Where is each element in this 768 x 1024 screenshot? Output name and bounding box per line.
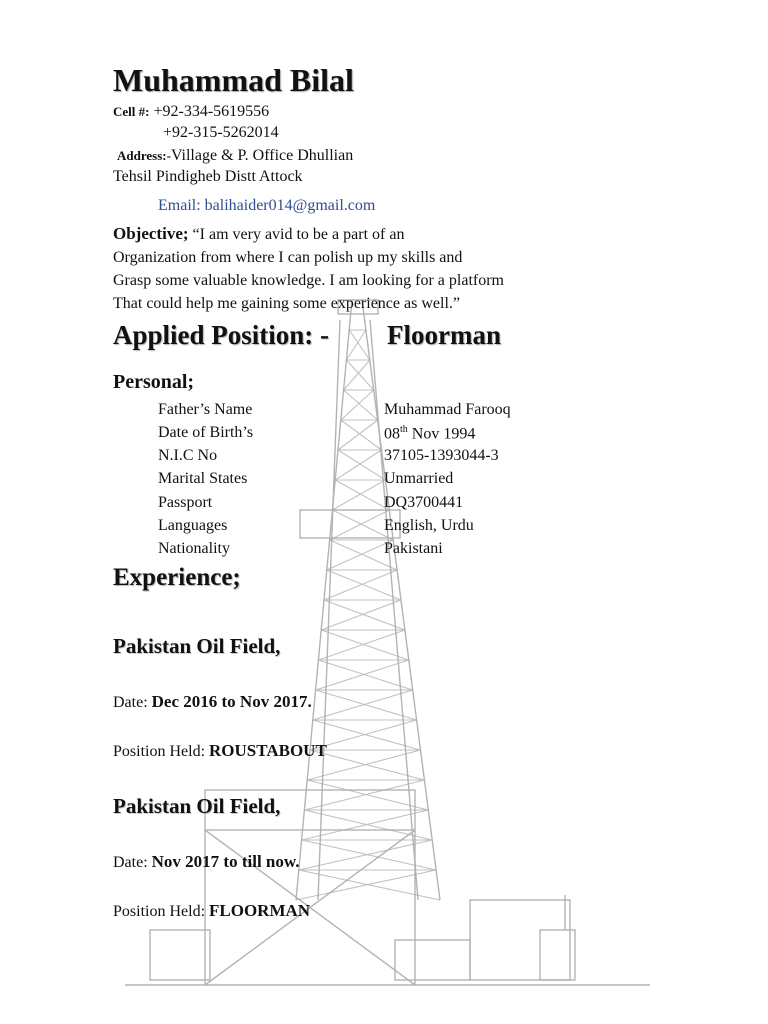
row-label: Passport — [158, 494, 213, 511]
cell-label — [113, 103, 269, 121]
dob-suffix: th — [400, 424, 408, 435]
job-1-position — [113, 741, 327, 761]
address — [117, 147, 353, 165]
rig-brace — [313, 690, 413, 720]
address-label: Address:- — [117, 148, 171, 163]
position-label: Position Held: — [113, 903, 206, 920]
cell-label-text: Cell #: — [113, 104, 150, 119]
row-label: N.I.C No — [158, 447, 218, 464]
row-label: Father’s Name — [158, 401, 253, 418]
rig-brace — [299, 840, 432, 870]
rig-brace — [307, 780, 428, 810]
experience-heading: Experience; — [113, 564, 241, 591]
personal-row-nationality — [158, 540, 578, 563]
rig-brace — [316, 660, 409, 690]
rig-brace — [327, 570, 401, 600]
job-1-company: Pakistan Oil Field, — [113, 634, 281, 658]
objective-label: Objective; — [113, 224, 189, 243]
rig-brace — [324, 600, 405, 630]
objective-line-4: That could help me gaining some experience as well.” — [113, 295, 460, 312]
personal-row-marital — [158, 470, 578, 493]
row-value: Muhammad Farooq — [384, 401, 511, 418]
date-label: Date: — [113, 854, 148, 871]
row-value: Unmarried — [384, 470, 454, 487]
rig-brace — [304, 810, 432, 840]
row-value: English, Urdu — [384, 517, 474, 534]
job-2-position — [113, 901, 310, 921]
dob-rest: Nov 1994 — [407, 425, 476, 443]
row-value: Pakistani — [384, 540, 443, 557]
objective-line-1 — [113, 222, 504, 246]
objective-line-3: Grasp some valuable knowledge. I am looking for a platform — [113, 272, 504, 289]
personal-row-nic — [158, 447, 578, 470]
personal-row-dob — [158, 424, 578, 447]
position-label: Position Held: — [113, 743, 206, 760]
row-value: 37105-1393044-3 — [384, 447, 499, 464]
objective-line-2: Organization from where I can polish up my skills and — [113, 249, 463, 266]
phone-2: +92-315-5262014 — [163, 124, 279, 141]
address-line-2: Tehsil Pindigheb Distt Attock — [113, 168, 303, 185]
rig-brace — [324, 570, 397, 600]
row-value — [384, 424, 475, 443]
rig-brace — [321, 600, 401, 630]
row-label: Languages — [158, 517, 228, 534]
personal-heading: Personal; — [113, 371, 195, 393]
row-label: Marital States — [158, 470, 248, 487]
candidate-name: Muhammad Bilal — [113, 62, 354, 98]
job-2-date — [113, 852, 299, 872]
applied-position-label: Applied Position: - — [113, 320, 330, 350]
personal-row-languages — [158, 517, 578, 540]
dob-day: 08 — [384, 425, 400, 443]
personal-row-father — [158, 401, 578, 424]
date-value: Dec 2016 to Nov 2017. — [151, 692, 312, 711]
objective-text-1: “I am very avid to be a part of an — [192, 226, 405, 243]
phone-1: +92-334-5619556 — [153, 103, 270, 120]
personal-row-passport — [158, 494, 578, 517]
rig-brace — [318, 630, 405, 660]
rig-brace — [299, 870, 440, 900]
position-value: ROUSTABOUT — [209, 741, 327, 760]
email-link[interactable]: Email: balihaider014@gmail.com — [158, 197, 376, 214]
rig-brace — [302, 840, 437, 870]
rig-brace — [346, 360, 373, 390]
position-value: FLOORMAN — [209, 901, 311, 920]
job-1-date — [113, 692, 312, 712]
job-2-company: Pakistan Oil Field, — [113, 794, 281, 818]
row-label: Date of Birth’s — [158, 424, 254, 441]
rig-brace — [344, 360, 370, 390]
applied-position-value: Floorman — [387, 320, 501, 350]
date-label: Date: — [113, 694, 148, 711]
date-value: Nov 2017 to till now. — [151, 852, 300, 871]
row-label: Nationality — [158, 540, 230, 557]
objective — [113, 222, 504, 315]
address-line-1: Village & P. Office Dhullian — [170, 147, 354, 164]
row-value: DQ3700441 — [384, 494, 464, 511]
